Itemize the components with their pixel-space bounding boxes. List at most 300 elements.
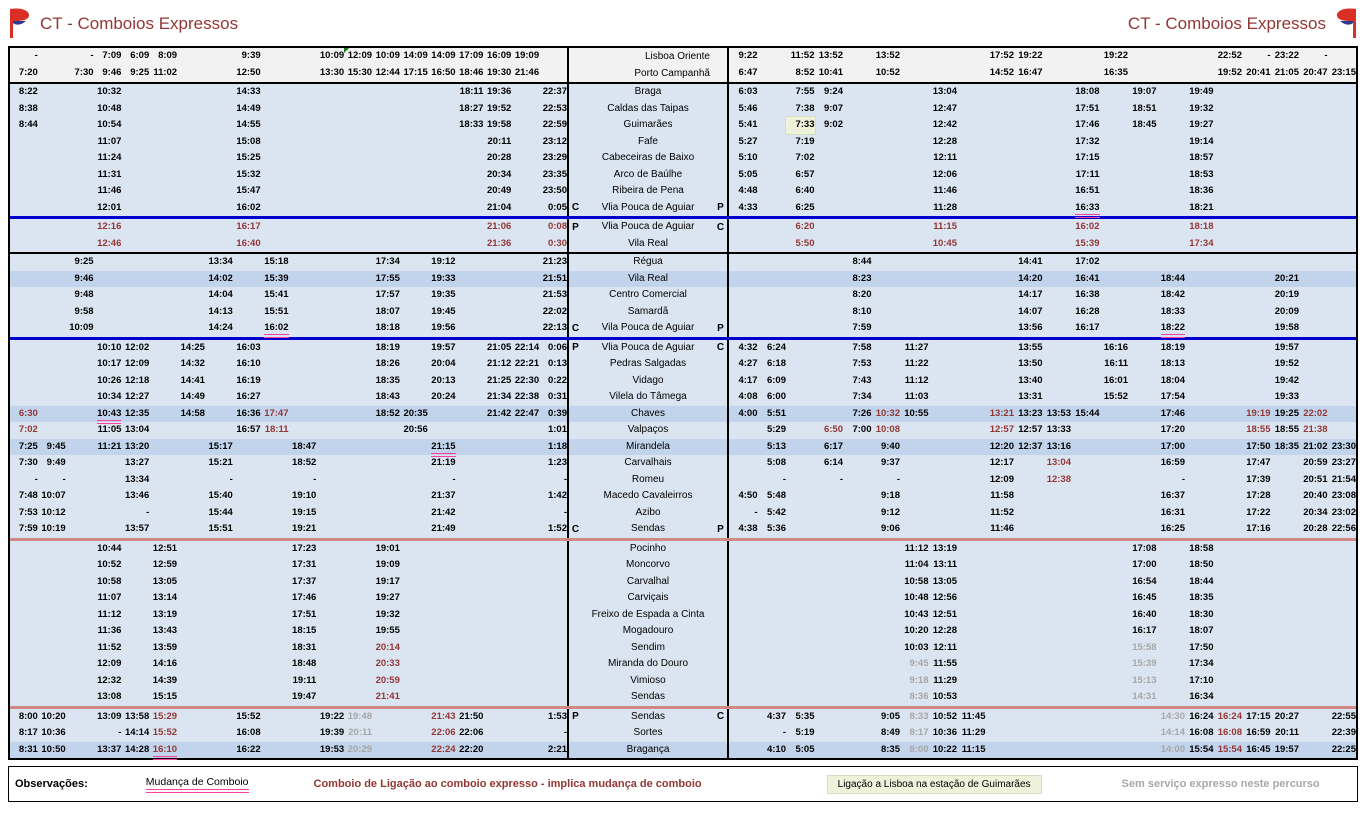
time-cell: 17:28 <box>1246 490 1271 501</box>
time-cell: 17:52 <box>989 50 1014 61</box>
time-cell: 10:26 <box>97 374 122 386</box>
time-cell: 21:49 <box>431 523 456 534</box>
right-times-grid <box>729 439 1356 456</box>
time-cell: 14:16 <box>152 658 178 669</box>
time-cell: 12:38 <box>1046 473 1071 485</box>
time-cell: 5:05 <box>738 168 758 180</box>
table-row <box>10 439 1356 456</box>
time-cell: 21:50 <box>459 710 484 722</box>
time-cell: 22:52 <box>1217 50 1242 61</box>
time-cell: - <box>34 50 38 61</box>
time-cell: 18:35 <box>1189 592 1214 603</box>
time-cell: 16:02 <box>261 320 289 337</box>
station-label: Vila Real <box>628 272 668 284</box>
transfer-letter-left: P <box>572 342 579 354</box>
time-cell: - <box>34 473 38 485</box>
left-times-grid <box>10 623 567 640</box>
time-cell: 22:02 <box>1303 407 1328 419</box>
left-times-grid <box>10 117 567 134</box>
time-cell: 18:08 <box>1075 86 1100 97</box>
time-cell: 12:46 <box>97 237 122 249</box>
table-row <box>10 521 1356 538</box>
time-cell: 20:34 <box>1303 506 1328 518</box>
table-row <box>10 117 1356 134</box>
time-cell: 18:55 <box>1246 424 1271 435</box>
time-cell: 4:48 <box>738 185 758 196</box>
table-row <box>10 472 1356 489</box>
time-cell: 14:49 <box>236 102 261 114</box>
time-cell: 21:53 <box>542 289 567 300</box>
time-cell: 19:27 <box>375 592 400 603</box>
station-cell <box>567 673 729 690</box>
time-cell: 15:52 <box>236 710 261 722</box>
time-cell: 20:11 <box>487 135 512 147</box>
right-times-grid <box>729 689 1356 706</box>
time-cell: 20:28 <box>486 152 512 163</box>
station-label: Régua <box>633 256 663 268</box>
time-cell: 19:42 <box>1274 374 1299 386</box>
time-cell: 14:14 <box>1160 727 1185 738</box>
time-cell: 8:10 <box>852 305 872 317</box>
station-cell <box>567 356 729 373</box>
time-cell: 12:44 <box>375 67 400 78</box>
time-cell: - <box>313 473 317 485</box>
station-cell <box>567 455 729 472</box>
time-cell: 10:19 <box>41 523 66 534</box>
left-times-grid <box>10 236 567 253</box>
time-cell: 19:25 <box>1274 407 1299 419</box>
time-cell: 5:36 <box>766 523 786 534</box>
time-cell: 15:08 <box>236 135 261 147</box>
station-cell <box>567 373 729 390</box>
transfer-letter-right: C <box>716 342 725 354</box>
time-cell: 4:50 <box>738 490 758 501</box>
time-cell: 13:37 <box>97 743 122 755</box>
time-cell: 19:21 <box>292 523 317 534</box>
time-cell: 15:40 <box>208 490 233 501</box>
station-label: Samardã <box>627 305 669 317</box>
time-cell: 16:59 <box>1246 727 1271 738</box>
time-cell: 18:18 <box>1189 221 1214 232</box>
time-cell: 19:57 <box>1274 341 1299 353</box>
station-label: Arco de Baúlhe <box>613 168 683 180</box>
time-cell: - <box>118 727 122 738</box>
table-row <box>10 254 1356 271</box>
time-cell: 16:40 <box>1132 608 1157 620</box>
legend-change-train: Mudança de Comboio <box>146 776 249 793</box>
left-times-grid <box>10 304 567 321</box>
time-cell: 12:11 <box>933 152 957 163</box>
time-cell: 6:40 <box>795 185 815 196</box>
time-cell: 16:33 <box>1071 200 1100 217</box>
time-cell: 18:44 <box>1160 272 1185 284</box>
time-cell: 16:38 <box>1075 289 1100 300</box>
header-row <box>10 48 1356 65</box>
legend-connection-train: Comboio de Ligação ao comboio expresso - implica mudança de comboio <box>313 778 702 790</box>
time-cell: - <box>452 473 456 485</box>
right-times-grid <box>729 84 1356 101</box>
time-cell: 1:23 <box>547 457 567 468</box>
time-cell: 17:47 <box>1246 457 1271 468</box>
time-cell: 12:11 <box>933 641 957 653</box>
time-cell: - <box>754 506 758 518</box>
left-times-grid <box>10 742 567 759</box>
station-cell <box>567 200 729 217</box>
time-cell: 8:38 <box>18 102 38 114</box>
time-cell: 18:55 <box>1274 424 1299 435</box>
time-cell: 16:24 <box>1217 710 1242 722</box>
time-cell: 18:33 <box>459 119 484 130</box>
time-cell: 19:57 <box>1274 743 1299 755</box>
time-cell: 18:27 <box>459 102 484 114</box>
time-cell: 16:28 <box>1075 305 1100 317</box>
time-cell: 17:15 <box>1246 710 1271 722</box>
time-cell: 15:44 <box>208 506 233 518</box>
time-cell: 12:59 <box>152 559 178 570</box>
time-cell: 17:50 <box>1246 440 1271 452</box>
transfer-letter-left: P <box>572 711 579 723</box>
time-cell: 12:57 <box>989 424 1014 435</box>
time-cell: 22:53 <box>542 102 567 114</box>
time-cell: 18:11 <box>264 424 289 435</box>
time-cell: 21:38 <box>1303 424 1328 435</box>
left-times-grid <box>10 134 567 151</box>
time-cell: 12:09 <box>344 48 372 65</box>
time-cell: - <box>90 50 94 61</box>
table-row <box>10 725 1356 742</box>
time-cell: 16:17 <box>236 221 261 232</box>
time-cell: 22:39 <box>1331 727 1356 738</box>
right-times-grid <box>729 101 1356 118</box>
time-cell: 14:49 <box>180 391 205 402</box>
table-row <box>10 167 1356 184</box>
time-cell: 18:48 <box>292 658 317 669</box>
time-cell: - <box>782 473 786 485</box>
transfer-letter-right: P <box>717 322 724 334</box>
station-label: Macedo Cavaleirros <box>603 490 693 502</box>
station-label: Chaves <box>631 407 665 419</box>
time-cell: - <box>782 727 786 738</box>
time-cell: 22:37 <box>542 86 567 97</box>
time-cell: 8:00 <box>909 743 929 755</box>
left-times-grid <box>10 607 567 624</box>
time-cell: 20:28 <box>1303 523 1328 534</box>
station-label: Valpaços <box>627 424 669 436</box>
left-times-grid <box>10 455 567 472</box>
time-cell: 15:41 <box>264 289 289 300</box>
time-cell: 22:47 <box>514 407 540 419</box>
station-cell <box>567 590 729 607</box>
transfer-letter-left: P <box>572 221 579 233</box>
time-cell: 14:07 <box>1018 305 1043 317</box>
right-times-grid <box>729 150 1356 167</box>
time-cell: 17:46 <box>292 592 317 603</box>
time-cell: 16:45 <box>1132 592 1157 603</box>
right-times-grid <box>729 48 1356 65</box>
time-cell: 9:25 <box>74 256 94 267</box>
station-label: Ribeira de Pena <box>612 185 684 197</box>
time-cell: 18:19 <box>1160 341 1185 353</box>
time-cell: 19:36 <box>486 86 512 97</box>
time-cell: 15:15 <box>152 691 178 702</box>
transfer-letter-right: C <box>716 711 725 723</box>
table-row <box>10 607 1356 624</box>
time-cell: 19:57 <box>431 341 456 353</box>
table-row <box>10 505 1356 522</box>
time-cell: 9:46 <box>74 272 94 284</box>
transfer-letter-right: C <box>716 221 725 233</box>
time-cell: 18:47 <box>292 440 317 452</box>
left-times-grid <box>10 574 567 591</box>
station-cell <box>567 134 729 151</box>
time-cell: 13:16 <box>1046 440 1071 452</box>
time-cell: 10:58 <box>97 575 122 587</box>
time-cell: 12:06 <box>932 168 957 180</box>
time-cell: 13:59 <box>152 641 178 653</box>
station-label: Cabeceiras de Baixo <box>601 152 695 164</box>
time-cell: 14:28 <box>124 743 150 755</box>
time-cell: 13:11 <box>933 559 957 570</box>
time-cell: 7:55 <box>795 86 815 97</box>
transfer-letter-left: C <box>571 523 580 535</box>
time-cell: 22:25 <box>1331 743 1356 755</box>
time-cell: 20:09 <box>1274 305 1299 317</box>
time-cell: 11:29 <box>933 674 957 686</box>
table-row <box>10 373 1356 390</box>
time-cell: 9:02 <box>823 119 843 130</box>
time-cell: 13:55 <box>1018 341 1043 353</box>
time-cell: 0:06 <box>547 341 567 353</box>
time-cell: 10:09 <box>375 50 400 61</box>
time-cell: 4:27 <box>738 358 758 369</box>
time-cell: 15:39 <box>1075 237 1100 249</box>
right-times-grid <box>729 117 1356 134</box>
time-cell: 6:00 <box>766 391 786 402</box>
station-label: Carvalhal <box>626 575 670 587</box>
station-cell <box>567 541 729 558</box>
time-cell: 18:52 <box>292 457 317 468</box>
time-cell: 8:33 <box>909 710 929 722</box>
table-row <box>10 455 1356 472</box>
left-times-grid <box>10 219 567 236</box>
time-cell: 10:32 <box>875 407 900 419</box>
time-cell: 14:41 <box>180 374 205 386</box>
table-row <box>10 200 1356 217</box>
right-times-grid <box>729 422 1356 439</box>
time-cell: 11:27 <box>904 341 929 353</box>
time-cell: 10:32 <box>97 86 122 97</box>
time-cell: 23:30 <box>1331 440 1356 452</box>
left-times-grid <box>10 541 567 558</box>
time-cell: 21:34 <box>486 391 512 402</box>
right-times-grid <box>729 541 1356 558</box>
time-cell: 12:18 <box>124 374 150 386</box>
time-cell: 4:17 <box>738 374 758 386</box>
left-times-grid <box>10 422 567 439</box>
time-cell: 6:47 <box>738 67 758 78</box>
station-label: Pocinho <box>629 542 667 554</box>
time-cell: 15:39 <box>264 272 289 284</box>
time-cell: 8:49 <box>880 727 900 738</box>
time-cell: 10:34 <box>97 391 122 402</box>
table-row <box>10 656 1356 673</box>
time-cell: 13:05 <box>152 575 178 587</box>
time-cell: 16:34 <box>1189 691 1214 702</box>
right-times-grid <box>729 709 1356 726</box>
time-cell: 13:21 <box>989 407 1014 419</box>
time-cell: 7:09 <box>102 50 122 61</box>
time-cell: 11:12 <box>904 542 929 554</box>
station-cell <box>567 656 729 673</box>
time-cell: 17:47 <box>264 407 289 419</box>
right-times-grid <box>729 406 1356 423</box>
station-cell <box>567 340 729 357</box>
time-cell: 11:02 <box>153 67 178 78</box>
time-cell: 16:01 <box>1103 374 1128 386</box>
station-cell <box>567 117 729 134</box>
time-cell: 22:02 <box>542 305 567 317</box>
time-cell: 13:34 <box>124 473 150 485</box>
time-cell: 17:11 <box>1075 168 1100 180</box>
left-times-grid <box>10 488 567 505</box>
time-cell: 16:08 <box>236 727 261 738</box>
time-cell: 18:44 <box>1189 575 1214 587</box>
table-row <box>10 709 1356 726</box>
time-cell: 19:33 <box>1274 391 1299 402</box>
table-row <box>10 623 1356 640</box>
left-times-grid <box>10 439 567 456</box>
time-cell: 14:41 <box>1018 256 1043 267</box>
time-cell: 11:07 <box>97 135 122 147</box>
left-times-grid <box>10 320 567 337</box>
time-cell: 22:20 <box>459 743 484 755</box>
time-cell: 19:30 <box>486 67 512 78</box>
time-cell: 21:51 <box>542 272 567 284</box>
time-cell: 22:56 <box>1331 523 1356 534</box>
transfer-letter-right: P <box>717 523 724 535</box>
right-times-grid <box>729 455 1356 472</box>
station-label: Miranda do Douro <box>607 658 689 670</box>
time-cell: 13:19 <box>152 608 178 620</box>
time-cell: 9:37 <box>880 457 900 468</box>
title-bar <box>0 0 1366 46</box>
time-cell: 17:55 <box>375 272 400 284</box>
time-cell: 16:36 <box>236 407 261 419</box>
legend-no-express-service: Sem serviço expresso neste percurso <box>1121 778 1320 790</box>
time-cell: 12:01 <box>97 201 122 213</box>
time-cell: 2:21 <box>547 743 567 755</box>
time-cell: 18:31 <box>292 641 317 653</box>
time-cell: 12:57 <box>1018 424 1043 435</box>
left-times-grid <box>10 287 567 304</box>
time-cell: 17:34 <box>1189 237 1214 249</box>
time-cell: 19:48 <box>347 710 373 722</box>
station-label: Braga <box>634 86 662 98</box>
right-times-grid <box>729 557 1356 574</box>
time-cell: 10:58 <box>904 575 929 587</box>
time-cell: 18:35 <box>1274 440 1299 452</box>
time-cell: - <box>1324 50 1328 61</box>
right-times-grid <box>729 320 1356 337</box>
time-cell: 7:53 <box>18 506 38 518</box>
time-cell: 0:30 <box>547 237 567 249</box>
station-label: Moncorvo <box>626 559 670 571</box>
time-cell: 16:54 <box>1132 575 1157 587</box>
time-cell: 13:19 <box>932 542 957 554</box>
time-cell: 19:39 <box>319 727 345 738</box>
station-cell <box>567 150 729 167</box>
time-cell: 13:52 <box>875 50 900 61</box>
time-cell: 6:20 <box>795 221 815 232</box>
time-cell: 13:33 <box>1046 424 1071 435</box>
station-cell <box>567 65 729 82</box>
time-cell: 7:43 <box>852 374 872 386</box>
time-cell: 16:50 <box>431 67 456 78</box>
time-cell: 23:50 <box>542 185 567 196</box>
time-cell: 20:56 <box>403 424 428 435</box>
time-cell: 9:05 <box>880 710 900 722</box>
time-cell: 19:58 <box>486 119 512 130</box>
time-cell: 19:27 <box>1189 119 1214 130</box>
time-cell: 16:35 <box>1103 67 1128 78</box>
right-times-grid <box>729 183 1356 200</box>
station-label: Guimarães <box>623 119 673 131</box>
time-cell: 20:59 <box>1303 457 1328 468</box>
time-cell: 8:17 <box>909 727 929 738</box>
time-cell: 11:12 <box>904 374 929 386</box>
time-cell: 16:31 <box>1160 506 1185 518</box>
right-times-grid <box>729 236 1356 253</box>
table-row <box>10 422 1356 439</box>
time-cell: 23:29 <box>542 152 567 163</box>
time-cell: 13:50 <box>1018 358 1043 369</box>
time-cell: 16:08 <box>1217 727 1242 738</box>
time-cell: 11:07 <box>97 592 122 603</box>
time-cell: 9:58 <box>74 305 94 317</box>
time-cell: 14:24 <box>208 322 233 333</box>
time-cell: 10:08 <box>875 424 900 435</box>
time-cell: 13:05 <box>932 575 957 587</box>
time-cell: 8:00 <box>18 710 38 722</box>
table-row <box>10 389 1356 406</box>
left-times-grid <box>10 271 567 288</box>
time-cell: 11:05 <box>97 424 122 435</box>
time-cell: 7:20 <box>18 67 38 78</box>
time-cell: 22:21 <box>514 358 540 369</box>
time-cell: 11:46 <box>990 523 1014 534</box>
time-cell: 22:59 <box>542 119 567 130</box>
time-cell: 5:50 <box>795 237 815 249</box>
station-cell <box>567 287 729 304</box>
time-cell: 21:12 <box>486 358 512 369</box>
time-cell: 15:54 <box>1217 743 1242 755</box>
time-cell: 9:24 <box>823 86 843 97</box>
time-cell: 11:52 <box>790 50 815 61</box>
time-cell: 6:14 <box>823 457 843 468</box>
time-cell: 14:52 <box>989 67 1014 78</box>
time-cell: 20:59 <box>375 674 400 686</box>
time-cell: 9:06 <box>880 523 900 534</box>
time-cell: 21:19 <box>431 457 456 468</box>
time-cell: 23:12 <box>542 135 567 147</box>
time-cell: 13:08 <box>97 691 122 702</box>
station-label: Vilela do Tâmega <box>609 391 687 403</box>
station-label: Azibo <box>635 506 661 518</box>
time-cell: 5:46 <box>738 102 758 114</box>
time-cell: 7:26 <box>852 407 872 419</box>
time-cell: 7:25 <box>18 440 38 452</box>
left-times-grid <box>10 521 567 538</box>
